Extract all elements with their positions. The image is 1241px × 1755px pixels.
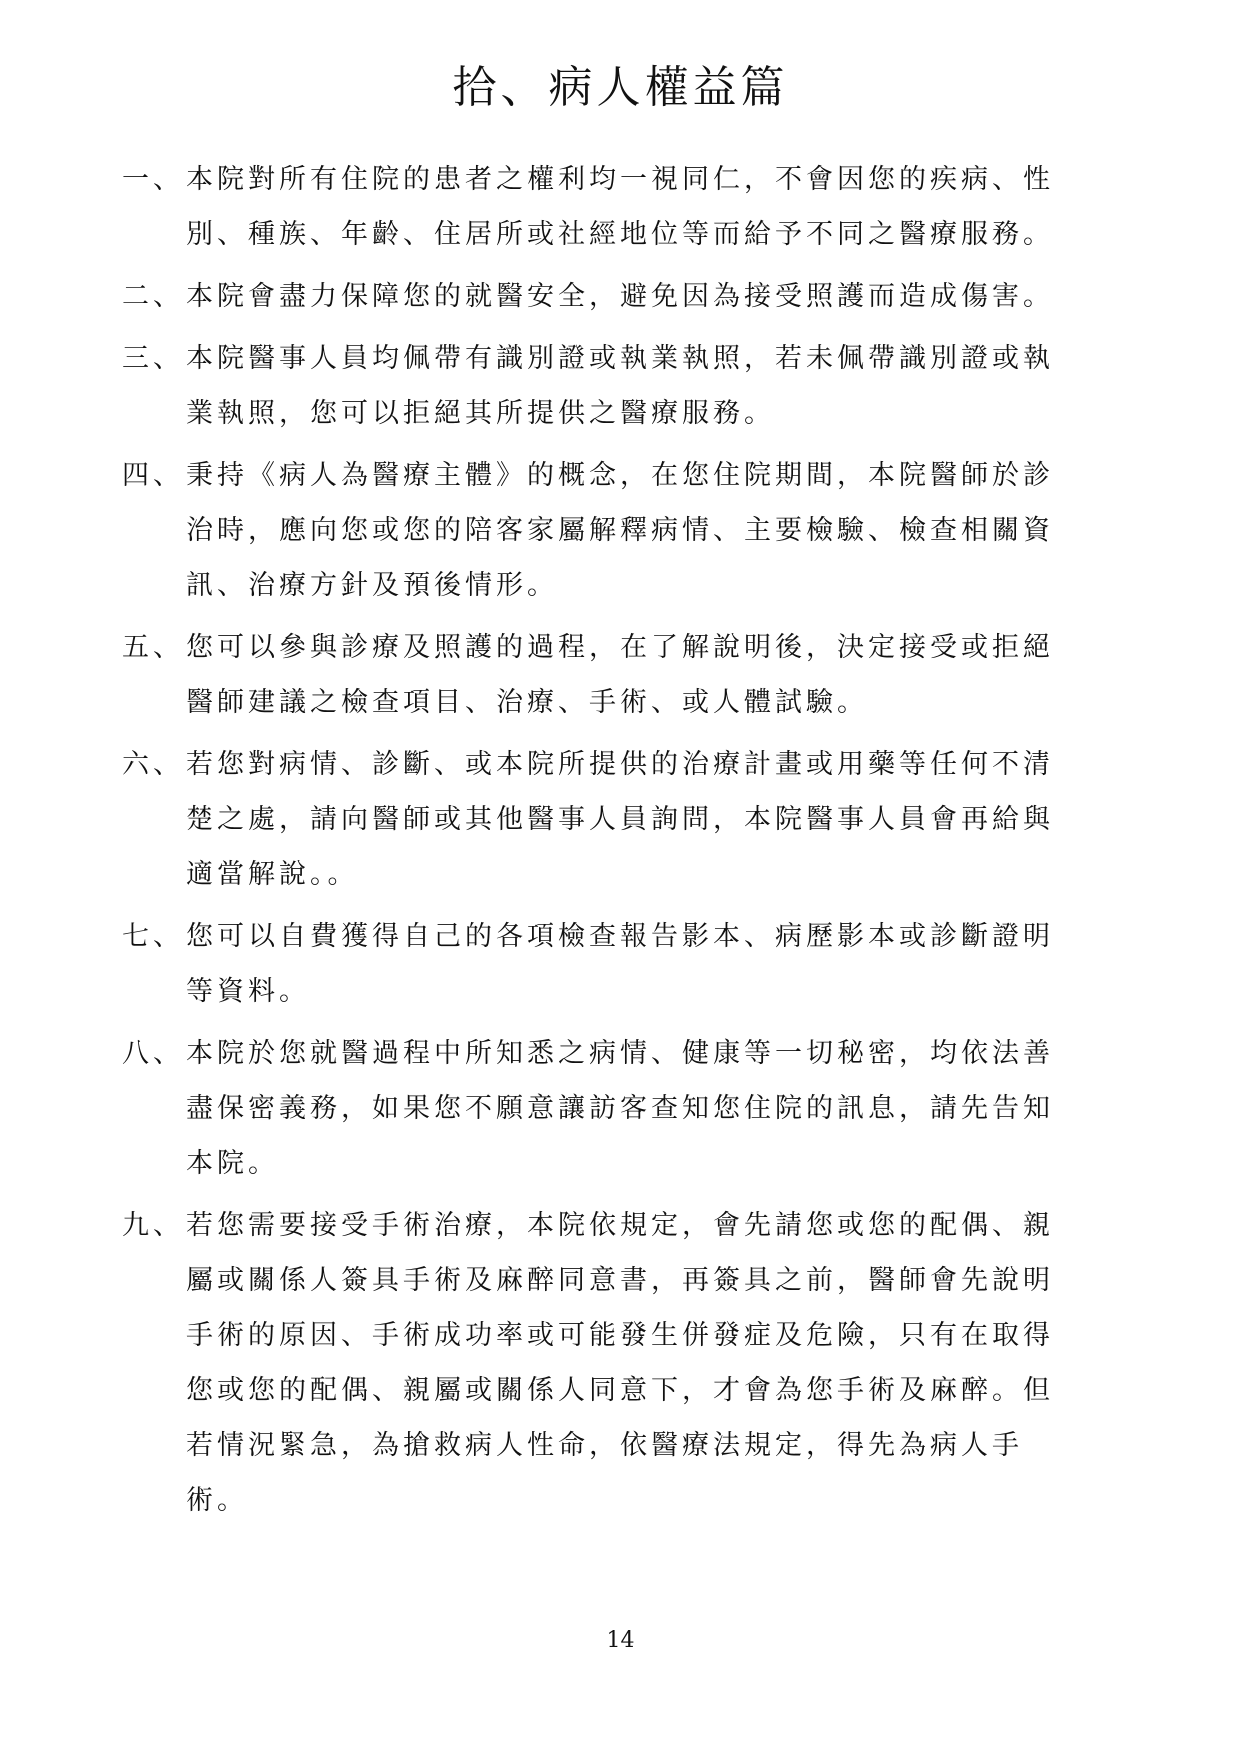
page-number: 14 — [606, 1628, 635, 1653]
item-number: 三、 — [122, 343, 184, 374]
list-item — [122, 152, 1122, 262]
item-number: 八、 — [122, 1038, 184, 1069]
item-number: 四、 — [122, 460, 184, 491]
item-text: 本院醫事人員均佩帶有識別證或執業執照，若未佩帶識別證或執 業執照，您可以拒絕其所提供之醫療服務。 — [186, 343, 1054, 429]
item-text: 本院於您就醫過程中所知悉之病情、健康等一切秘密，均依法善 盡保密義務，如果您不願意讓訪客查知您住院的訊息，請先告知 本院。 — [186, 1038, 1054, 1179]
list-item — [122, 269, 1122, 324]
list-item — [122, 448, 1122, 613]
list-item — [122, 1198, 1122, 1528]
item-text: 您可以自費獲得自己的各項檢查報告影本、病歷影本或診斷證明 等資料。 — [186, 921, 1054, 1007]
item-text: 本院對所有住院的患者之權利均一視同仁，不會因您的疾病、性 別、種族、年齡、住居所或社經地位等而給予不同之醫療服務。 — [186, 164, 1054, 250]
item-text: 若您對病情、診斷、或本院所提供的治療計畫或用藥等任何不清 楚之處，請向醫師或其他醫事人員詢問，本院醫事人員會再給與 適當解說。。 — [186, 749, 1054, 890]
rights-list — [122, 152, 1122, 1535]
item-number: 七、 — [122, 921, 184, 952]
item-number: 六、 — [122, 749, 184, 780]
item-number: 五、 — [122, 632, 184, 663]
page-title: 拾、病人權益篇 — [452, 62, 789, 113]
item-text: 秉持《病人為醫療主體》的概念，在您住院期間，本院醫師於診 治時，應向您或您的陪客家屬解釋病情、主要檢驗、檢查相關資 訊、治療方針及預後情形。 — [186, 460, 1054, 601]
item-text: 若您需要接受手術治療，本院依規定，會先請您或您的配偶、親 屬或關係人簽具手術及麻醉同意書，再簽具之前，醫師會先說明 手術的原因、手術成功率或可能發生併發症及危險，只有在取得 您或您的配偶、親屬或關係人同意下，才會為您手術及麻醉。但 若情況緊急，為搶救病人性命，依醫療法規定，得先為病人手 術。 — [186, 1210, 1054, 1516]
list-item — [122, 620, 1122, 730]
item-number: 一、 — [122, 164, 184, 195]
item-number: 二、 — [122, 281, 184, 312]
item-text: 您可以參與診療及照護的過程，在了解說明後，決定接受或拒絕 醫師建議之檢查項目、治療、手術、或人體試驗。 — [186, 632, 1054, 718]
item-text: 本院會盡力保障您的就醫安全，避免因為接受照護而造成傷害。 — [186, 281, 1054, 312]
list-item — [122, 909, 1122, 1019]
item-number: 九、 — [122, 1210, 184, 1241]
list-item — [122, 1026, 1122, 1191]
list-item — [122, 331, 1122, 441]
list-item — [122, 737, 1122, 902]
